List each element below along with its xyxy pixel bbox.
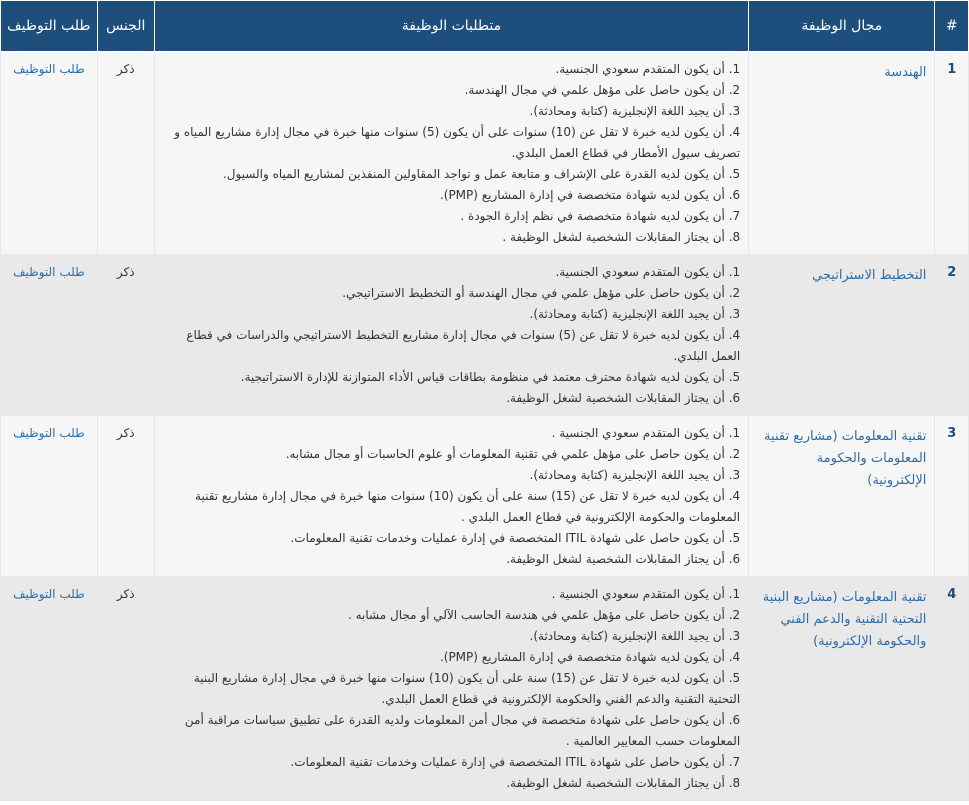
job-field-link[interactable]: تقنية المعلومات (مشاريع البنية التحتية التقنية والدعم الفني والحكومة الإلكترونية) <box>749 577 935 801</box>
job-field-link[interactable]: تقنية المعلومات (مشاريع تقنية المعلومات والحكومة الإلكترونية) <box>749 416 935 577</box>
requirement-item: 3. أن يجيد اللغة الإنجليزية (كتابة ومحادثة). <box>529 468 741 482</box>
job-requirements <box>154 577 748 801</box>
requirement-item: 3. أن يجيد اللغة الإنجليزية (كتابة ومحادثة). <box>529 307 741 321</box>
apply-cell <box>1 416 98 577</box>
requirement-item: 4. أن يكون لديه خبرة لا تقل عن (15) سنة على أن يكون (10) سنوات منها خبرة في مجال إدارة مشاريع تقنية المعلومات والحكومة الإلكترونية في قطاع العمل البلدي . <box>195 489 741 524</box>
table-row <box>1 416 969 577</box>
requirement-item: 5. أن يكون لديه القدرة على الإشراف و متابعة عمل و تواجد المقاولين المنفذين لمشاريع المياه والسيول. <box>222 167 741 181</box>
requirement-item: 5. أن يكون لديه خبرة لا تقل عن (15) سنة على أن يكون (10) سنوات منها خبرة في مجال إدارة مشاريع البنية التحتية التقنية والدعم الفني والحكومة الإلكترونية في قطاع العمل البلدي. <box>193 671 741 706</box>
row-number: 2 <box>935 255 969 416</box>
requirement-item: 4. أن يكون لديه خبرة لا تقل عن (5) سنوات في مجال إدارة مشاريع التخطيط الاستراتيجي والدراسات في قطاع العمل البلدي. <box>186 328 741 363</box>
requirement-item: 6. أن يجتاز المقابلات الشخصية لشغل الوظيفة. <box>506 552 741 566</box>
gender-value: ذكر <box>97 577 154 801</box>
requirement-item: 1. أن يكون المتقدم سعودي الجنسية . <box>551 587 741 601</box>
row-number: 1 <box>935 52 969 255</box>
requirement-item: 5. أن يكون لديه شهادة محترف معتمد في منظومة بطاقات قياس الأداء المتوازنة للإدارة الاستراتيجية. <box>240 370 741 384</box>
table-row <box>1 255 969 416</box>
requirement-item: 6. أن يكون لديه شهادة متخصصة في إدارة المشاريع (PMP). <box>439 188 741 202</box>
gender-value: ذكر <box>97 416 154 577</box>
apply-link[interactable]: طلب التوظيف <box>13 62 85 76</box>
job-requirements <box>154 52 748 255</box>
table-header-row <box>1 1 969 52</box>
requirement-item: 1. أن يكون المتقدم سعودي الجنسية . <box>551 426 741 440</box>
requirement-item: 4. أن يكون لديه خبرة لا تقل عن (10) سنوات على أن يكون (5) سنوات منها خبرة في مجال إدارة مشاريع المياه و تصريف سيول الأمطار في قطاع العمل البلدي. <box>174 125 741 160</box>
requirement-item: 7. أن يكون لديه شهادة متخصصة في نظم إدارة الجودة . <box>460 209 741 223</box>
apply-cell <box>1 52 98 255</box>
job-requirements <box>154 416 748 577</box>
requirement-item: 2. أن يكون حاصل على مؤهل علمي في مجال الهندسة. <box>464 83 741 97</box>
table-row <box>1 52 969 255</box>
requirement-item: 6. أن يكون حاصل على شهادة متخصصة في مجال أمن المعلومات ولديه القدرة على تطبيق سياسات مراقبة أمن المعلومات حسب المعايير العالمية . <box>184 713 741 748</box>
requirement-item: 7. أن يكون حاصل على شهادة ITIL المتخصصة في إدارة عمليات وخدمات تقنية المعلومات. <box>290 755 741 769</box>
requirement-item: 8. أن يجتاز المقابلات الشخصية لشغل الوظيفة . <box>502 230 741 244</box>
header-requirements: متطلبات الوظيفة <box>154 1 748 52</box>
header-num: # <box>935 1 969 52</box>
apply-link[interactable]: طلب التوظيف <box>13 426 85 440</box>
requirement-item: 5. أن يكون حاصل على شهادة ITIL المتخصصة في إدارة عمليات وخدمات تقنية المعلومات. <box>290 531 741 545</box>
requirement-item: 2. أن يكون حاصل على مؤهل علمي في مجال الهندسة أو التخطيط الاستراتيجي. <box>342 286 741 300</box>
requirement-item: 2. أن يكون حاصل على مؤهل علمي في تقنية المعلومات أو علوم الحاسبات أو مجال مشابه. <box>285 447 741 461</box>
apply-link[interactable]: طلب التوظيف <box>13 587 85 601</box>
requirement-item: 2. أن يكون حاصل على مؤهل علمي في هندسة الحاسب الآلي أو مجال مشابه . <box>347 608 741 622</box>
apply-cell <box>1 577 98 801</box>
gender-value: ذكر <box>97 255 154 416</box>
header-apply: طلب التوظيف <box>1 1 98 52</box>
requirement-item: 1. أن يكون المتقدم سعودي الجنسية. <box>555 265 741 279</box>
requirement-item: 3. أن يجيد اللغة الإنجليزية (كتابة ومحادثة). <box>529 104 741 118</box>
header-field: مجال الوظيفة <box>749 1 935 52</box>
requirement-item: 4. أن يكون لديه شهادة متخصصة في إدارة المشاريع (PMP). <box>439 650 741 664</box>
header-gender: الجنس <box>97 1 154 52</box>
job-field-link[interactable]: الهندسة <box>749 52 935 255</box>
apply-link[interactable]: طلب التوظيف <box>13 265 85 279</box>
row-number: 3 <box>935 416 969 577</box>
job-requirements <box>154 255 748 416</box>
job-field-link[interactable]: التخطيط الاستراتيجي <box>749 255 935 416</box>
apply-cell <box>1 255 98 416</box>
row-number: 4 <box>935 577 969 801</box>
requirement-item: 3. أن يجيد اللغة الإنجليزية (كتابة ومحادثة). <box>529 629 741 643</box>
requirement-item: 1. أن يكون المتقدم سعودي الجنسية. <box>555 62 741 76</box>
requirement-item: 8. أن يجتاز المقابلات الشخصية لشغل الوظيفة. <box>506 776 741 790</box>
table-row <box>1 577 969 801</box>
gender-value: ذكر <box>97 52 154 255</box>
requirement-item: 6. أن يجتاز المقابلات الشخصية لشغل الوظيفة. <box>506 391 741 405</box>
